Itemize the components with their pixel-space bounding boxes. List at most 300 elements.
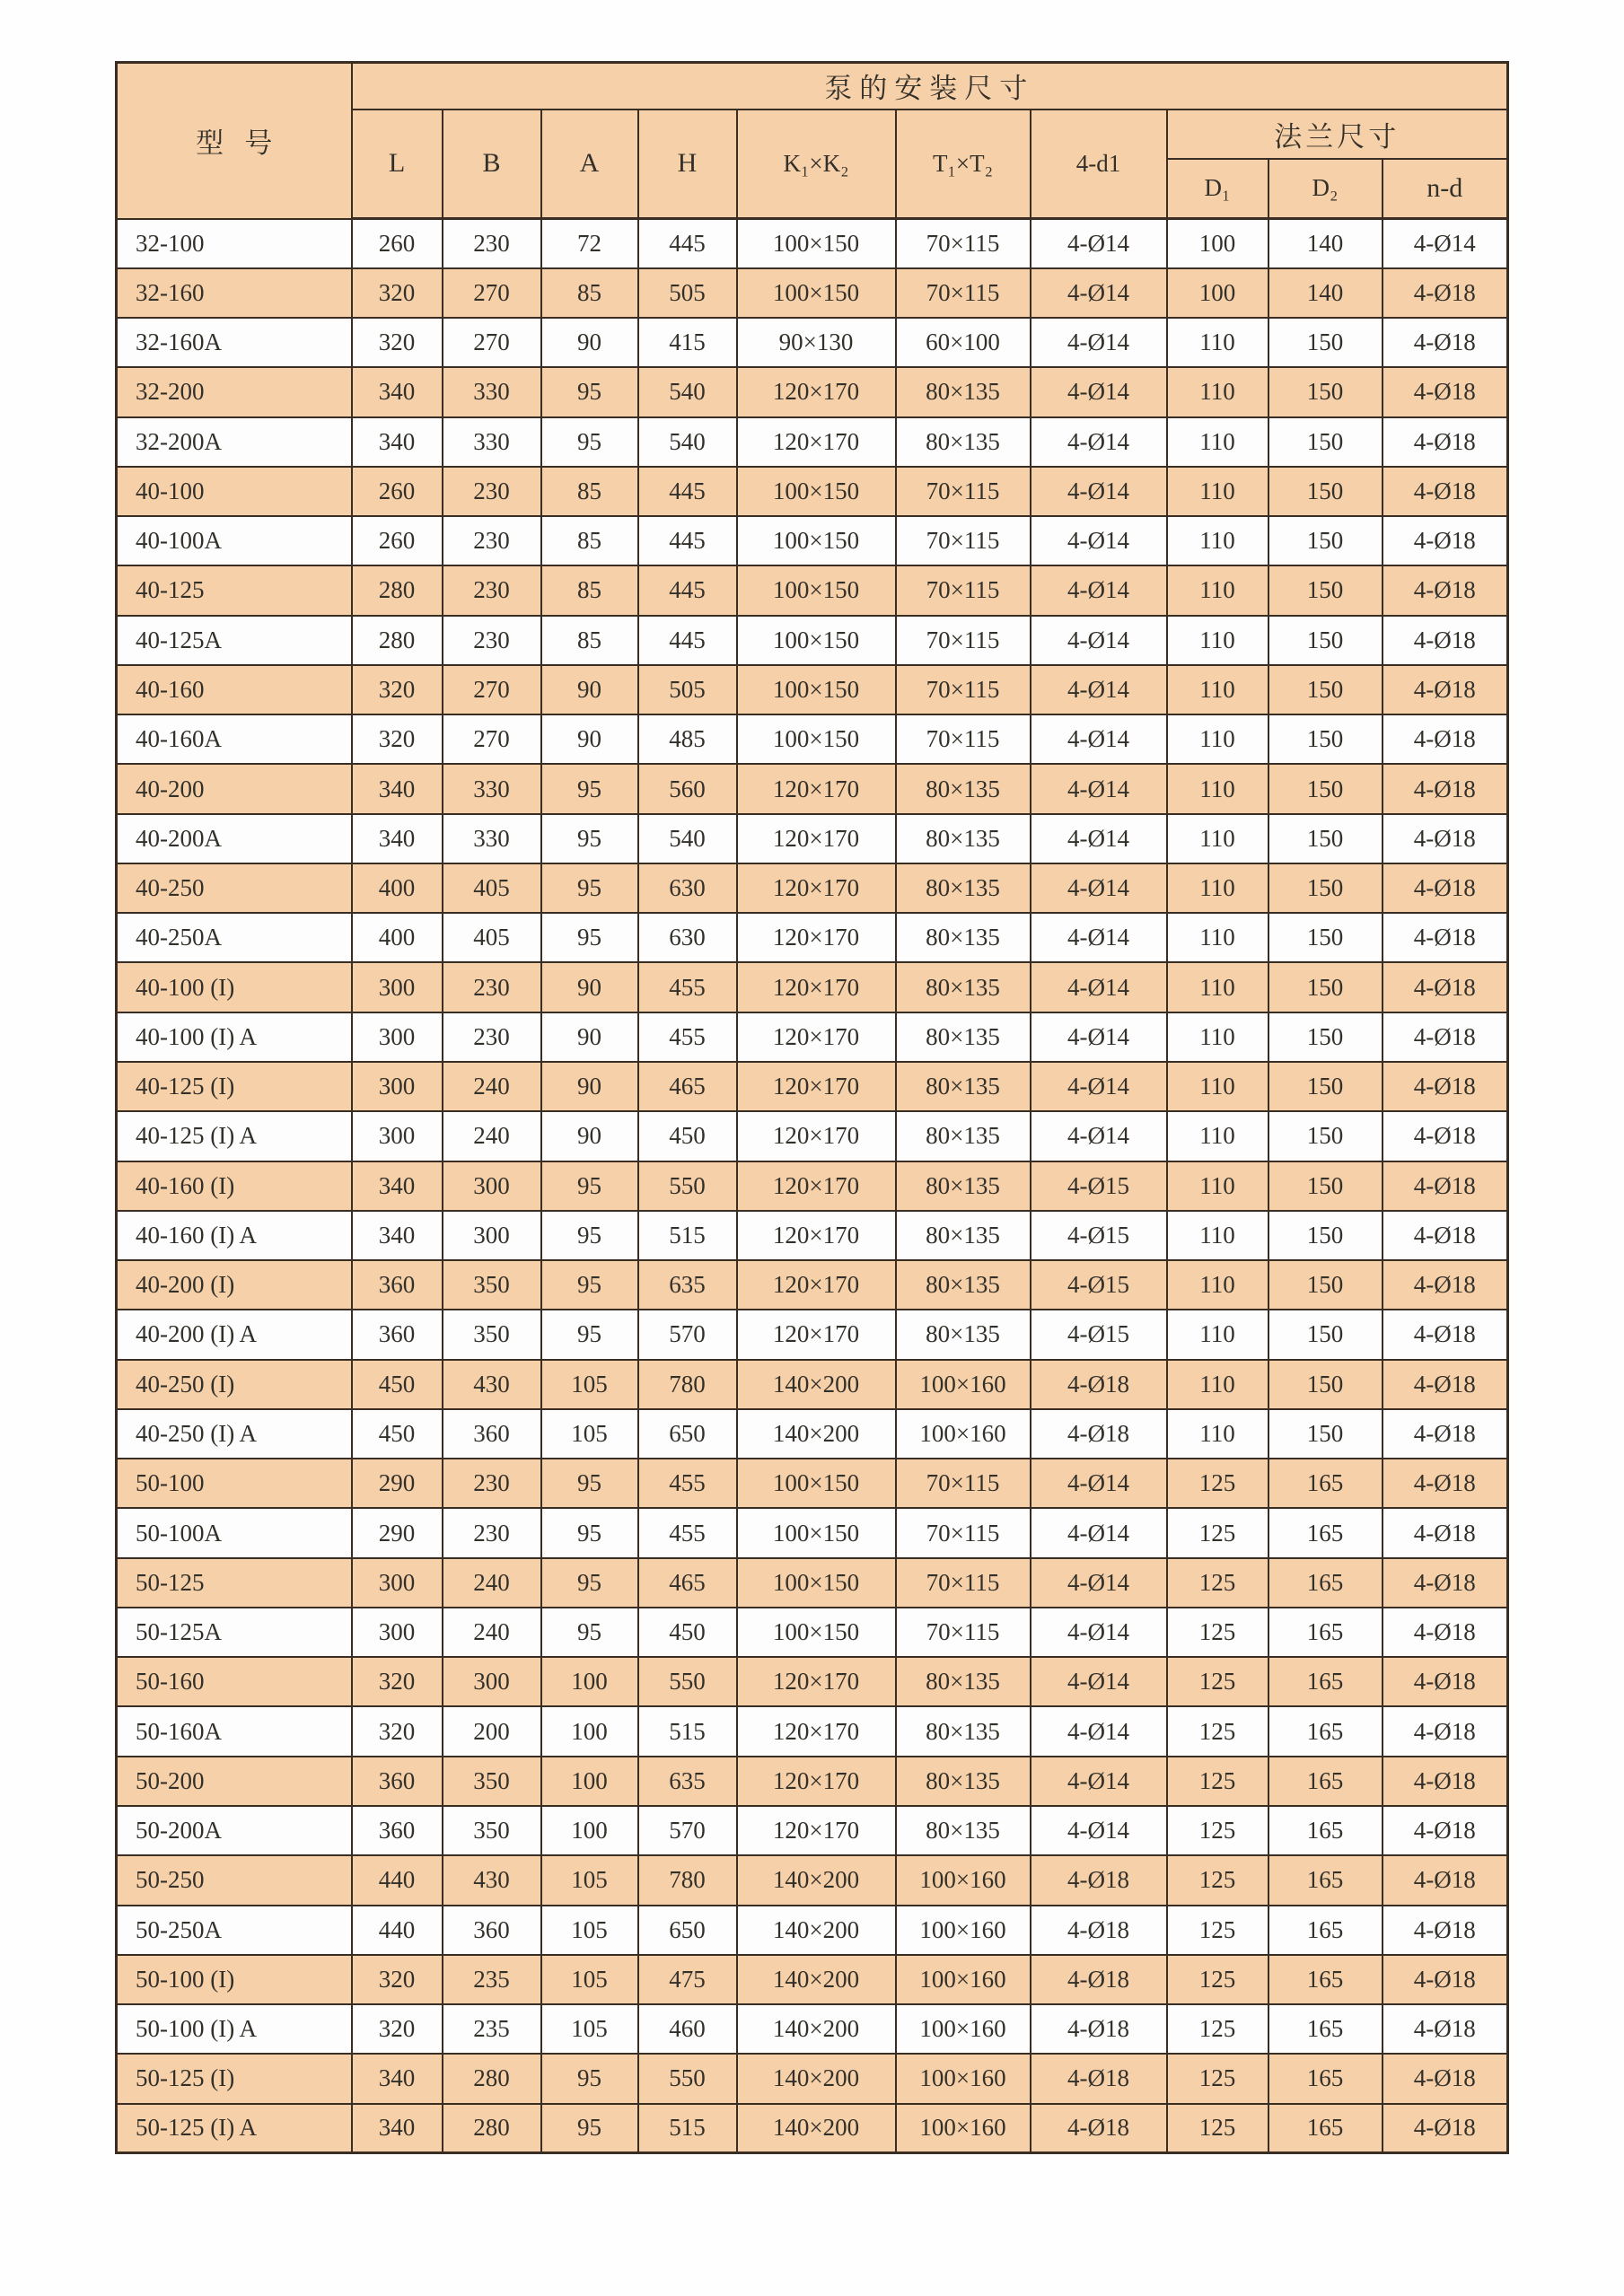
model-cell: 50-100 (I) A xyxy=(117,2004,352,2054)
b-cell: 300 xyxy=(443,1657,541,1706)
model-cell: 40-100 (I) A xyxy=(117,1012,352,1062)
model-cell: 40-125 (I) A xyxy=(117,1111,352,1161)
n-d-cell: 4-Ø18 xyxy=(1383,1608,1508,1657)
b-cell: 230 xyxy=(443,565,541,615)
t1xt2-cell: 70×115 xyxy=(896,1558,1031,1608)
4-d1-cell: 4-Ø14 xyxy=(1031,268,1167,318)
t1xt2-cell: 80×135 xyxy=(896,367,1031,416)
n-d-cell: 4-Ø18 xyxy=(1383,1111,1508,1161)
table-row xyxy=(117,1955,1508,2004)
n-d-cell: 4-Ø18 xyxy=(1383,1855,1508,1905)
a-cell: 95 xyxy=(541,417,638,467)
flange-d2-cell: 165 xyxy=(1268,2004,1383,2054)
b-cell: 430 xyxy=(443,1360,541,1409)
flange-d2-cell: 165 xyxy=(1268,2054,1383,2103)
table-row xyxy=(117,962,1508,1012)
l-cell: 340 xyxy=(352,764,443,813)
4-d1-cell: 4-Ø14 xyxy=(1031,367,1167,416)
4-d1-cell: 4-Ø14 xyxy=(1031,1558,1167,1608)
flange-d2-cell: 150 xyxy=(1268,318,1383,367)
b-cell: 240 xyxy=(443,1608,541,1657)
a-cell: 85 xyxy=(541,268,638,318)
model-cell: 40-160A xyxy=(117,714,352,764)
n-d-cell: 4-Ø18 xyxy=(1383,1906,1508,1955)
t1xt2-cell: 70×115 xyxy=(896,616,1031,665)
l-cell: 400 xyxy=(352,913,443,962)
4-d1-cell: 4-Ø14 xyxy=(1031,1062,1167,1111)
n-d-cell: 4-Ø18 xyxy=(1383,318,1508,367)
a-cell: 100 xyxy=(541,1757,638,1806)
column-header-n-d: n-d xyxy=(1383,159,1508,219)
b-cell: 350 xyxy=(443,1757,541,1806)
l-cell: 450 xyxy=(352,1360,443,1409)
n-d-cell: 4-Ø18 xyxy=(1383,467,1508,516)
4-d1-cell: 4-Ø14 xyxy=(1031,1459,1167,1508)
flange-d1-cell: 110 xyxy=(1167,1111,1268,1161)
b-cell: 270 xyxy=(443,318,541,367)
k1xk2-cell: 120×170 xyxy=(737,1260,896,1310)
h-cell: 455 xyxy=(638,1012,737,1062)
h-cell: 455 xyxy=(638,962,737,1012)
k1xk2-cell: 100×150 xyxy=(737,616,896,665)
4-d1-cell: 4-Ø14 xyxy=(1031,1012,1167,1062)
h-cell: 540 xyxy=(638,417,737,467)
flange-d1-cell: 125 xyxy=(1167,1657,1268,1706)
h-cell: 630 xyxy=(638,863,737,913)
h-cell: 465 xyxy=(638,1062,737,1111)
flange-d2-cell: 165 xyxy=(1268,1706,1383,1756)
b-cell: 430 xyxy=(443,1855,541,1905)
flange-d1-cell: 125 xyxy=(1167,1508,1268,1557)
n-d-cell: 4-Ø18 xyxy=(1383,516,1508,565)
b-cell: 230 xyxy=(443,1012,541,1062)
flange-d2-cell: 150 xyxy=(1268,565,1383,615)
t1xt2-cell: 80×135 xyxy=(896,863,1031,913)
table-row xyxy=(117,1360,1508,1409)
h-cell: 465 xyxy=(638,1558,737,1608)
t1xt2-cell: 70×115 xyxy=(896,1508,1031,1557)
n-d-cell: 4-Ø18 xyxy=(1383,367,1508,416)
h-cell: 515 xyxy=(638,2104,737,2153)
model-cell: 50-125 (I) xyxy=(117,2054,352,2103)
flange-d1-cell: 110 xyxy=(1167,1161,1268,1211)
model-cell: 50-125 xyxy=(117,1558,352,1608)
model-cell: 50-100 (I) xyxy=(117,1955,352,2004)
table-row xyxy=(117,268,1508,318)
t1xt2-cell: 80×135 xyxy=(896,962,1031,1012)
n-d-cell: 4-Ø18 xyxy=(1383,1806,1508,1855)
flange-d1-cell: 110 xyxy=(1167,1211,1268,1260)
n-d-cell: 4-Ø18 xyxy=(1383,962,1508,1012)
install-dimensions-group-header: 泵的安装尺寸 xyxy=(352,63,1508,110)
flange-d1-cell: 125 xyxy=(1167,1806,1268,1855)
model-cell: 40-160 (I) xyxy=(117,1161,352,1211)
h-cell: 445 xyxy=(638,565,737,615)
k1xk2-cell: 100×150 xyxy=(737,665,896,714)
model-cell: 40-200 xyxy=(117,764,352,813)
table-row xyxy=(117,1757,1508,1806)
table-row xyxy=(117,318,1508,367)
4-d1-cell: 4-Ø14 xyxy=(1031,516,1167,565)
model-cell: 50-100A xyxy=(117,1508,352,1557)
t1xt2-cell: 100×160 xyxy=(896,1855,1031,1905)
t1xt2-cell: 80×135 xyxy=(896,1706,1031,1756)
table-row xyxy=(117,1111,1508,1161)
flange-d2-cell: 165 xyxy=(1268,1906,1383,1955)
flange-d2-cell: 150 xyxy=(1268,913,1383,962)
a-cell: 90 xyxy=(541,1062,638,1111)
k1xk2-cell: 120×170 xyxy=(737,1657,896,1706)
flange-d1-cell: 125 xyxy=(1167,2054,1268,2103)
n-d-cell: 4-Ø14 xyxy=(1383,219,1508,268)
flange-d2-cell: 150 xyxy=(1268,962,1383,1012)
b-cell: 230 xyxy=(443,962,541,1012)
table-row xyxy=(117,814,1508,863)
h-cell: 455 xyxy=(638,1459,737,1508)
flange-d1-cell: 110 xyxy=(1167,467,1268,516)
h-cell: 650 xyxy=(638,1906,737,1955)
column-header-T1xT2: T₁×T₂ xyxy=(896,110,1031,219)
k1xk2-cell: 100×150 xyxy=(737,714,896,764)
4-d1-cell: 4-Ø18 xyxy=(1031,2004,1167,2054)
4-d1-cell: 4-Ø18 xyxy=(1031,2054,1167,2103)
flange-d1-cell: 110 xyxy=(1167,616,1268,665)
4-d1-cell: 4-Ø14 xyxy=(1031,565,1167,615)
flange-d2-cell: 150 xyxy=(1268,1012,1383,1062)
a-cell: 95 xyxy=(541,1211,638,1260)
a-cell: 100 xyxy=(541,1657,638,1706)
flange-d1-cell: 125 xyxy=(1167,1459,1268,1508)
k1xk2-cell: 120×170 xyxy=(737,1806,896,1855)
b-cell: 330 xyxy=(443,814,541,863)
model-cell: 40-100 xyxy=(117,467,352,516)
b-cell: 270 xyxy=(443,665,541,714)
n-d-cell: 4-Ø18 xyxy=(1383,814,1508,863)
column-header-4-d1: 4-d1 xyxy=(1031,110,1167,219)
t1xt2-cell: 80×135 xyxy=(896,1310,1031,1359)
flange-d1-cell: 125 xyxy=(1167,1855,1268,1905)
h-cell: 445 xyxy=(638,219,737,268)
k1xk2-cell: 100×150 xyxy=(737,1558,896,1608)
flange-d2-cell: 165 xyxy=(1268,1608,1383,1657)
4-d1-cell: 4-Ø18 xyxy=(1031,1409,1167,1459)
a-cell: 95 xyxy=(541,1608,638,1657)
h-cell: 415 xyxy=(638,318,737,367)
n-d-cell: 4-Ø18 xyxy=(1383,764,1508,813)
model-cell: 50-100 xyxy=(117,1459,352,1508)
h-cell: 780 xyxy=(638,1360,737,1409)
column-header-D1: D₁ xyxy=(1167,159,1268,219)
h-cell: 445 xyxy=(638,467,737,516)
model-cell: 32-200 xyxy=(117,367,352,416)
4-d1-cell: 4-Ø15 xyxy=(1031,1211,1167,1260)
k1xk2-cell: 100×150 xyxy=(737,219,896,268)
4-d1-cell: 4-Ø18 xyxy=(1031,1855,1167,1905)
b-cell: 230 xyxy=(443,1508,541,1557)
l-cell: 320 xyxy=(352,1706,443,1756)
4-d1-cell: 4-Ø14 xyxy=(1031,814,1167,863)
h-cell: 630 xyxy=(638,913,737,962)
a-cell: 105 xyxy=(541,1855,638,1905)
t1xt2-cell: 100×160 xyxy=(896,1360,1031,1409)
flange-d1-cell: 110 xyxy=(1167,962,1268,1012)
t1xt2-cell: 80×135 xyxy=(896,1657,1031,1706)
l-cell: 340 xyxy=(352,1161,443,1211)
l-cell: 300 xyxy=(352,962,443,1012)
table-row xyxy=(117,1706,1508,1756)
l-cell: 440 xyxy=(352,1906,443,1955)
flange-d2-cell: 150 xyxy=(1268,1260,1383,1310)
model-cell: 50-200A xyxy=(117,1806,352,1855)
flange-d2-cell: 150 xyxy=(1268,764,1383,813)
4-d1-cell: 4-Ø14 xyxy=(1031,863,1167,913)
model-cell: 32-160 xyxy=(117,268,352,318)
flange-d2-cell: 150 xyxy=(1268,1062,1383,1111)
a-cell: 90 xyxy=(541,962,638,1012)
b-cell: 230 xyxy=(443,219,541,268)
flange-d1-cell: 110 xyxy=(1167,665,1268,714)
a-cell: 95 xyxy=(541,2104,638,2153)
flange-d1-cell: 125 xyxy=(1167,1955,1268,2004)
t1xt2-cell: 70×115 xyxy=(896,1608,1031,1657)
model-cell: 40-250A xyxy=(117,913,352,962)
4-d1-cell: 4-Ø18 xyxy=(1031,1955,1167,2004)
k1xk2-cell: 120×170 xyxy=(737,367,896,416)
n-d-cell: 4-Ø18 xyxy=(1383,913,1508,962)
table-row xyxy=(117,1657,1508,1706)
a-cell: 95 xyxy=(541,1161,638,1211)
a-cell: 90 xyxy=(541,714,638,764)
t1xt2-cell: 80×135 xyxy=(896,417,1031,467)
t1xt2-cell: 100×160 xyxy=(896,2054,1031,2103)
t1xt2-cell: 70×115 xyxy=(896,1459,1031,1508)
table-row xyxy=(117,616,1508,665)
n-d-cell: 4-Ø18 xyxy=(1383,2104,1508,2153)
b-cell: 405 xyxy=(443,913,541,962)
l-cell: 300 xyxy=(352,1558,443,1608)
flange-d2-cell: 150 xyxy=(1268,1310,1383,1359)
h-cell: 550 xyxy=(638,1161,737,1211)
t1xt2-cell: 70×115 xyxy=(896,268,1031,318)
k1xk2-cell: 120×170 xyxy=(737,1757,896,1806)
l-cell: 340 xyxy=(352,2104,443,2153)
column-header-K1xK2: K₁×K₂ xyxy=(737,110,896,219)
4-d1-cell: 4-Ø14 xyxy=(1031,714,1167,764)
model-cell: 32-160A xyxy=(117,318,352,367)
flange-d2-cell: 140 xyxy=(1268,268,1383,318)
n-d-cell: 4-Ø18 xyxy=(1383,1062,1508,1111)
b-cell: 280 xyxy=(443,2054,541,2103)
h-cell: 635 xyxy=(638,1757,737,1806)
k1xk2-cell: 120×170 xyxy=(737,962,896,1012)
t1xt2-cell: 100×160 xyxy=(896,1955,1031,2004)
k1xk2-cell: 140×200 xyxy=(737,2104,896,2153)
model-cell: 40-100A xyxy=(117,516,352,565)
column-header-H: H xyxy=(638,110,737,219)
model-cell: 40-125 xyxy=(117,565,352,615)
a-cell: 95 xyxy=(541,2054,638,2103)
a-cell: 85 xyxy=(541,616,638,665)
t1xt2-cell: 80×135 xyxy=(896,913,1031,962)
model-cell: 40-100 (I) xyxy=(117,962,352,1012)
l-cell: 290 xyxy=(352,1508,443,1557)
h-cell: 505 xyxy=(638,268,737,318)
k1xk2-cell: 140×200 xyxy=(737,1360,896,1409)
table-row xyxy=(117,367,1508,416)
n-d-cell: 4-Ø18 xyxy=(1383,1955,1508,2004)
flange-d2-cell: 150 xyxy=(1268,1360,1383,1409)
model-cell: 50-160 xyxy=(117,1657,352,1706)
h-cell: 445 xyxy=(638,616,737,665)
model-cell: 40-125 (I) xyxy=(117,1062,352,1111)
a-cell: 95 xyxy=(541,1310,638,1359)
a-cell: 105 xyxy=(541,1409,638,1459)
flange-d2-cell: 150 xyxy=(1268,367,1383,416)
n-d-cell: 4-Ø18 xyxy=(1383,1757,1508,1806)
t1xt2-cell: 70×115 xyxy=(896,565,1031,615)
model-cell: 50-250A xyxy=(117,1906,352,1955)
flange-d1-cell: 110 xyxy=(1167,516,1268,565)
flange-d2-cell: 165 xyxy=(1268,2104,1383,2153)
a-cell: 95 xyxy=(541,814,638,863)
b-cell: 230 xyxy=(443,467,541,516)
model-cell: 50-125 (I) A xyxy=(117,2104,352,2153)
h-cell: 450 xyxy=(638,1608,737,1657)
flange-d1-cell: 110 xyxy=(1167,367,1268,416)
flange-d1-cell: 110 xyxy=(1167,417,1268,467)
t1xt2-cell: 70×115 xyxy=(896,219,1031,268)
t1xt2-cell: 70×115 xyxy=(896,467,1031,516)
table-row xyxy=(117,219,1508,268)
l-cell: 290 xyxy=(352,1459,443,1508)
l-cell: 300 xyxy=(352,1012,443,1062)
flange-d1-cell: 125 xyxy=(1167,1558,1268,1608)
4-d1-cell: 4-Ø14 xyxy=(1031,219,1167,268)
l-cell: 360 xyxy=(352,1310,443,1359)
table-row xyxy=(117,516,1508,565)
table-row xyxy=(117,1012,1508,1062)
h-cell: 485 xyxy=(638,714,737,764)
flange-d2-cell: 165 xyxy=(1268,1459,1383,1508)
4-d1-cell: 4-Ø14 xyxy=(1031,1657,1167,1706)
flange-d1-cell: 110 xyxy=(1167,1360,1268,1409)
b-cell: 300 xyxy=(443,1161,541,1211)
n-d-cell: 4-Ø18 xyxy=(1383,1508,1508,1557)
l-cell: 300 xyxy=(352,1608,443,1657)
k1xk2-cell: 120×170 xyxy=(737,1062,896,1111)
l-cell: 320 xyxy=(352,714,443,764)
n-d-cell: 4-Ø18 xyxy=(1383,665,1508,714)
l-cell: 440 xyxy=(352,1855,443,1905)
b-cell: 230 xyxy=(443,616,541,665)
n-d-cell: 4-Ø18 xyxy=(1383,268,1508,318)
n-d-cell: 4-Ø18 xyxy=(1383,2054,1508,2103)
h-cell: 540 xyxy=(638,367,737,416)
table-row xyxy=(117,565,1508,615)
table-row xyxy=(117,913,1508,962)
flange-d1-cell: 110 xyxy=(1167,1062,1268,1111)
n-d-cell: 4-Ø18 xyxy=(1383,2004,1508,2054)
table-body xyxy=(117,219,1508,2153)
b-cell: 200 xyxy=(443,1706,541,1756)
flange-d2-cell: 165 xyxy=(1268,1657,1383,1706)
a-cell: 90 xyxy=(541,1012,638,1062)
flange-d1-cell: 110 xyxy=(1167,565,1268,615)
n-d-cell: 4-Ø18 xyxy=(1383,1409,1508,1459)
table-row xyxy=(117,665,1508,714)
h-cell: 450 xyxy=(638,1111,737,1161)
b-cell: 230 xyxy=(443,516,541,565)
flange-d2-cell: 150 xyxy=(1268,714,1383,764)
k1xk2-cell: 120×170 xyxy=(737,913,896,962)
b-cell: 240 xyxy=(443,1111,541,1161)
table-row xyxy=(117,2004,1508,2054)
t1xt2-cell: 80×135 xyxy=(896,1062,1031,1111)
n-d-cell: 4-Ø18 xyxy=(1383,1310,1508,1359)
t1xt2-cell: 100×160 xyxy=(896,2104,1031,2153)
flange-d1-cell: 100 xyxy=(1167,268,1268,318)
k1xk2-cell: 120×170 xyxy=(737,1012,896,1062)
a-cell: 85 xyxy=(541,467,638,516)
flange-d1-cell: 125 xyxy=(1167,2104,1268,2153)
table-header xyxy=(117,63,1508,219)
b-cell: 350 xyxy=(443,1806,541,1855)
flange-d2-cell: 165 xyxy=(1268,1855,1383,1905)
n-d-cell: 4-Ø18 xyxy=(1383,1657,1508,1706)
k1xk2-cell: 140×200 xyxy=(737,1906,896,1955)
4-d1-cell: 4-Ø14 xyxy=(1031,1608,1167,1657)
t1xt2-cell: 80×135 xyxy=(896,1260,1031,1310)
h-cell: 550 xyxy=(638,1657,737,1706)
flange-d2-cell: 165 xyxy=(1268,1558,1383,1608)
flange-d2-cell: 150 xyxy=(1268,863,1383,913)
model-column-header: 型 号 xyxy=(117,63,352,219)
4-d1-cell: 4-Ø14 xyxy=(1031,665,1167,714)
b-cell: 330 xyxy=(443,764,541,813)
a-cell: 100 xyxy=(541,1706,638,1756)
k1xk2-cell: 120×170 xyxy=(737,764,896,813)
t1xt2-cell: 80×135 xyxy=(896,764,1031,813)
b-cell: 230 xyxy=(443,1459,541,1508)
n-d-cell: 4-Ø18 xyxy=(1383,616,1508,665)
table-row xyxy=(117,764,1508,813)
b-cell: 280 xyxy=(443,2104,541,2153)
l-cell: 360 xyxy=(352,1806,443,1855)
l-cell: 280 xyxy=(352,565,443,615)
h-cell: 445 xyxy=(638,516,737,565)
flange-d1-cell: 110 xyxy=(1167,764,1268,813)
n-d-cell: 4-Ø18 xyxy=(1383,863,1508,913)
4-d1-cell: 4-Ø14 xyxy=(1031,764,1167,813)
a-cell: 105 xyxy=(541,1955,638,2004)
flange-d1-cell: 110 xyxy=(1167,714,1268,764)
t1xt2-cell: 70×115 xyxy=(896,714,1031,764)
flange-d1-cell: 110 xyxy=(1167,1310,1268,1359)
4-d1-cell: 4-Ø14 xyxy=(1031,1706,1167,1756)
n-d-cell: 4-Ø18 xyxy=(1383,1161,1508,1211)
model-cell: 50-250 xyxy=(117,1855,352,1905)
4-d1-cell: 4-Ø14 xyxy=(1031,962,1167,1012)
table-row xyxy=(117,863,1508,913)
flange-dimensions-group-header: 法兰尺寸 xyxy=(1167,110,1508,159)
4-d1-cell: 4-Ø18 xyxy=(1031,2104,1167,2153)
flange-d1-cell: 110 xyxy=(1167,318,1268,367)
a-cell: 95 xyxy=(541,367,638,416)
table-row xyxy=(117,1260,1508,1310)
l-cell: 320 xyxy=(352,665,443,714)
b-cell: 330 xyxy=(443,367,541,416)
4-d1-cell: 4-Ø14 xyxy=(1031,1757,1167,1806)
